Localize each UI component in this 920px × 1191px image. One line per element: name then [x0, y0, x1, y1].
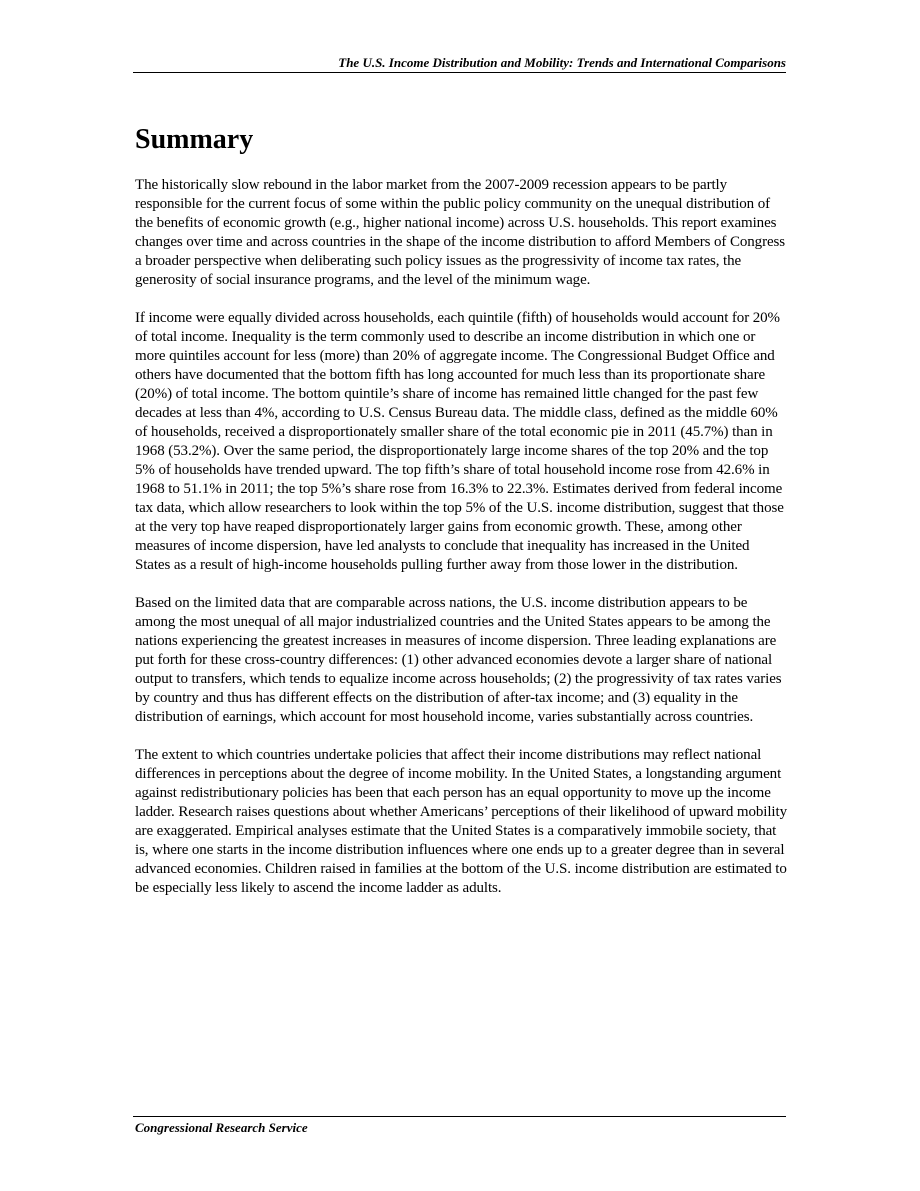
- paragraph-3: Based on the limited data that are comparable across nations, the U.S. income distribution appears to be among the most unequal of all major industrialized countries and the United States appears to be among the nations experiencing the greatest increases in measures of income dispersion. Three leading explanations are put forth for these cross-country differences: (1) other advanced economies devote a larger share of national output to transfers, which tends to equalize income across households; (2) the progressivity of tax rates varies by country and thus has different effects on the distribution of after-tax income; and (3) equality in the distribution of earnings, which account for most household income, varies substantially across countries.: [135, 595, 782, 725]
- header-divider: [133, 72, 786, 73]
- page-footer: Congressional Research Service: [135, 1120, 308, 1135]
- footer-divider: [133, 1116, 786, 1117]
- running-header: The U.S. Income Distribution and Mobility: Trends and International Comparisons: [338, 55, 786, 70]
- section-title: Summary: [135, 124, 254, 155]
- paragraph-4: The extent to which countries undertake policies that affect their income distributions may reflect national differences in perceptions about the degree of income mobility. In the United States, a longstanding argument against redistributionary policies has been that each person has an equal opportunity to move up the income ladder. Research raises questions about whether Americans’ perceptions of their likelihood of upward mobility are exaggerated. Empirical analyses estimate that the United States is a comparatively immobile society, that is, where one starts in the income distribution influences where one ends up to a greater degree than in several advanced economies. Children raised in families at the bottom of the U.S. income distribution are estimated to be especially less likely to ascend the income ladder as adults.: [135, 747, 787, 896]
- paragraph-1: The historically slow rebound in the labor market from the 2007-2009 recession appears to be partly responsible for the current focus of some within the public policy community on the unequal distribution of the benefits of economic growth (e.g., higher national income) across U.S. households. This report examines changes over time and across countries in the shape of the income distribution to afford Members of Congress a broader perspective when deliberating such policy issues as the progressivity of income tax rates, the generosity of social insurance programs, and the level of the minimum wage.: [135, 177, 786, 288]
- paragraph-2: If income were equally divided across households, each quintile (fifth) of households would account for 20% of total income. Inequality is the term commonly used to describe an income distribution in which one or more quintiles account for less (more) than 20% of aggregate income. The Congressional Budget Office and others have documented that the bottom fifth has long accounted for much less than its proportionate share (20%) of total income. The bottom quintile’s share of income has remained little changed for the past few decades at less than 4%, according to U.S. Census Bureau data. The middle class, defined as the middle 60% of households, received a disproportionately smaller share of the total economic pie in 2011 (45.7%) than in 1968 (53.2%). Over the same period, the disproportionately large income shares of the top 20% and the top 5% of households have trended upward. The top fifth’s share of total household income rose from 42.6% in 1968 to 51.1% in 2011; the top 5%’s share rose from 16.3% to 22.3%. Estimates derived from federal income tax data, which allow researchers to look within the top 5% of the U.S. income distribution, suggest that those at the very top have reaped disproportionately larger gains from economic growth. These, among other measures of income dispersion, have led analysts to conclude that inequality has increased in the United States as a result of high-income households pulling further away from those lower in the distribution.: [135, 310, 784, 573]
- summary-body: [135, 176, 787, 917]
